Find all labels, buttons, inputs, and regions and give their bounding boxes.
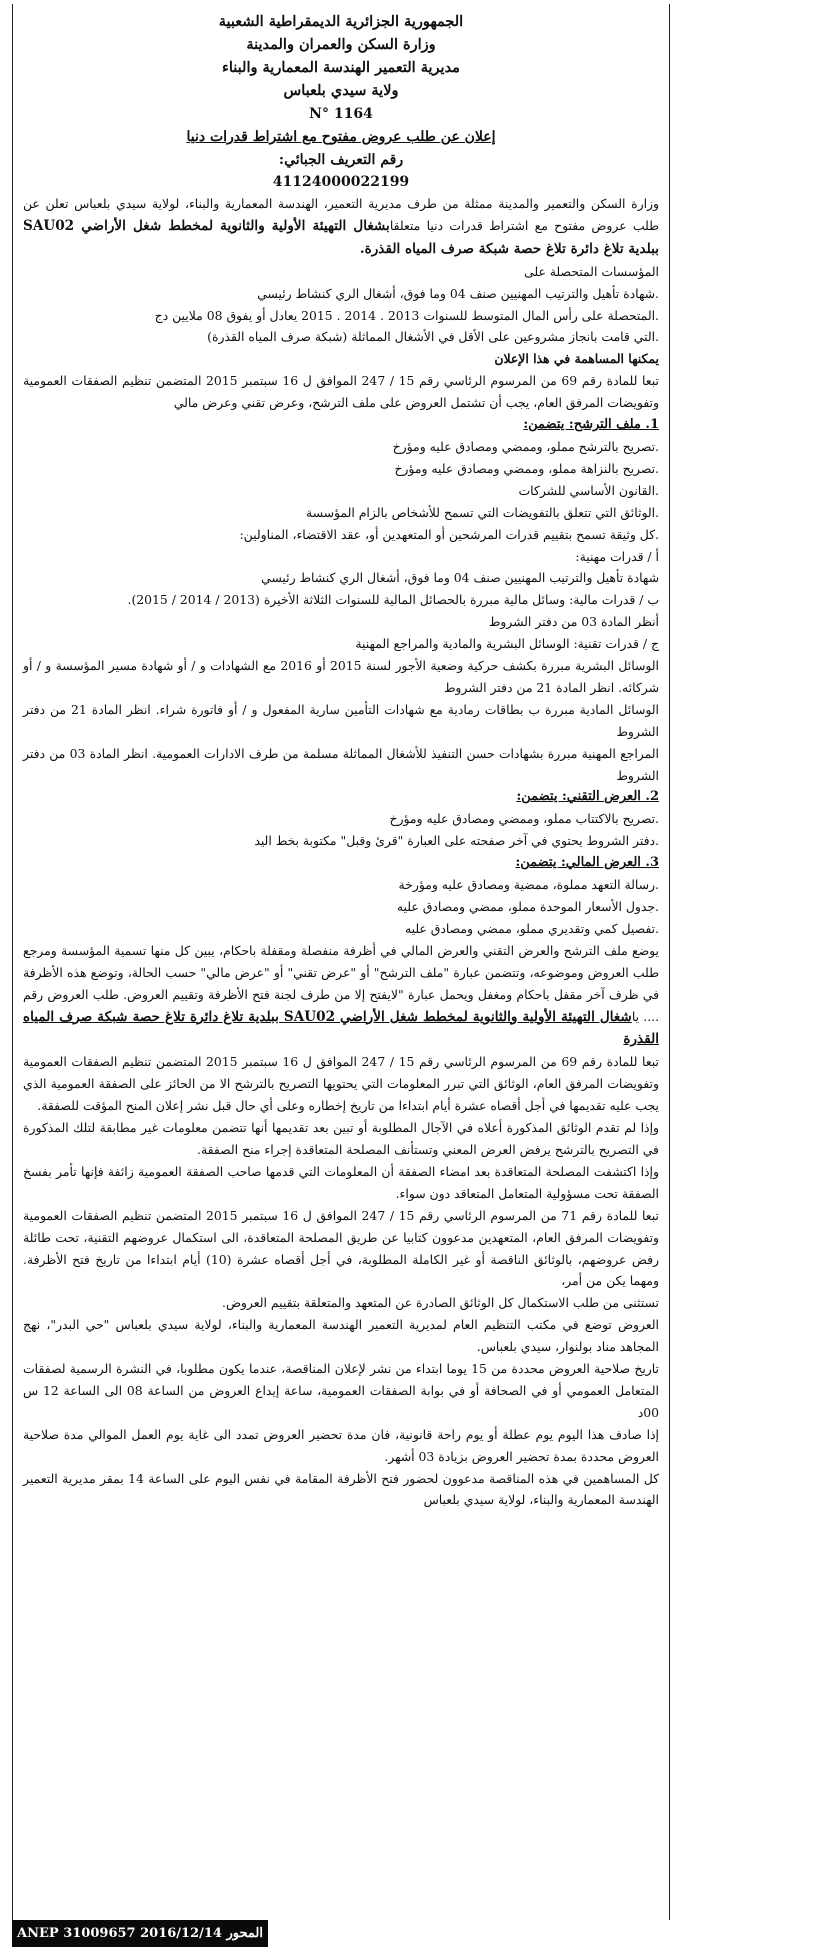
intro-paragraph (23, 193, 659, 261)
paragraphs-item: تستثنى من طلب الاستكمال كل الوثائق الصادرة عن المتعهد والمتعلقة بتقييم العروض. (222, 1295, 659, 1311)
section1-items-item: ب / قدرات مالية: وسائل مالية مبررة بالحصائل المالية للسنوات الثلاثة الأخيرة (2013 / 2014 / 2015). (127, 592, 659, 608)
fiscal-id-value: 41124000022199 (272, 174, 410, 190)
section1-items-item: .تصريح بالترشح مملو، وممضي ومصادق عليه ومؤرخ (392, 438, 659, 454)
eligible-item: .شهادة تأهيل والترتيب المهنيين صنف 04 وما فوق، أشغال الري كنشاط رئيسي (257, 285, 659, 301)
section2-list (23, 808, 659, 852)
paragraphs-item: إذا صادف هذا اليوم يوم عطلة أو يوم راحة قانونية، فان مدة تحضير العروض تمدد الى غاية يوم العمل الموالي مدة صلاحية العروض محددة بمدة تحضير العروض بزيادة 03 أشهر. (23, 1426, 659, 1464)
republic-header: الجمهورية الجزائرية الديمقراطية الشعبية (218, 13, 464, 30)
section3-items-item: .جدول الأسعار الموحدة مملو، ممضي ومصادق عليه (396, 899, 659, 914)
paragraphs-item: تبعا للمادة رقم 71 من المرسوم الرئاسي رقم 15 / 247 الموافق ل 16 سبتمبر 2015 المتضمن تنظيم الصفقات العمومية وتفويضات المرفق العام، المتعهدين مدعوون كتابيا عن طريق المصلحة المتعاقدة، الى استكمال عروضهم التقنية، تحت طائلة رفض عروضهم، بالوثائق الناقصة أو غير الكاملة المطلوبة، في أجل أقصاه عشرة (10) أيام ابتداءا من تاريخ فتح الأظرفة. ومهما يكن من أمر، (23, 1207, 659, 1289)
section1-items-item: المراجع المهنية مبررة بشهادات حسن التنفيذ للأشغال المماثلة مسلمة من طرف الادارات العمومية. انظر المادة 03 من دفتر الشروط (23, 745, 659, 783)
envelope-project-title: شغال التهيئة الأولية والثانوية لمخطط شغل الأراضي SAU02 ببلدية تلاغ دائرة تلاغ حصة شبكة صرف المياه القذرة (23, 1008, 659, 1048)
closing-paragraphs (23, 1051, 659, 1511)
envelope-paragraph (23, 940, 659, 1052)
ministry-header: وزارة السكن والعمران والمدينة (246, 36, 436, 53)
section2-items-item: .دفتر الشروط يحتوي في آخر صفحته على العبارة "قرئ وقبل" مكتوبة بخط اليد (254, 833, 659, 849)
section1-items-item: الوسائل المادية مبررة ب بطاقات رمادية مع شهادات التأمين سارية المفعول و / أو فاتورة شراء. انظر المادة 21 من دفتر الشروط (23, 701, 660, 739)
eligible-list (23, 283, 659, 349)
paragraphs-item: تبعا للمادة رقم 69 من المرسوم الرئاسي رقم 15 / 247 الموافق ل 16 سبتمبر 2015 المتضمن تنظيم الصفقات العمومية وتفويضات المرفق العام، الوثائق التي تبرر المعلومات التي يحتويها التصريح بالترشح الا من الحائز على الصفقة العمومية الذي يجب عليه تقديمها في أجل أقصاه عشرة أيام ابتداءا من تاريخ إخطاره وعلى أي حال قبل نشر إعلان المنح المؤقت للصفقة. (23, 1054, 659, 1114)
paragraphs-item: تاريخ صلاحية العروض محددة من 15 يوما ابتداء من نشر لإعلان المناقصة، عندما يكون مطلوبا، في النشرة الرسمية لصفقات المتعامل العمومي أو في الصحافة أو في بوابة الصفقات العمومية، ساعة إيداع العروض من الساعة 08 الى الساعة 12 س 00د (23, 1361, 659, 1420)
paragraphs-item: كل المساهمين في هذه المناقصة مدعوون لحضور فتح الأظرفة المقامة في نفس اليوم على الساعة 14 بمقر مديرية التعمير الهندسة المعمارية والبناء، لولاية سيدي بلعباس (23, 1470, 659, 1508)
section3-list (23, 874, 659, 940)
intro-text: وزارة السكن والتعمير والمدينة ممثلة من طرف مديرية التعمير، الهندسة المعمارية والبناء، لولاية سيدي بلعباس تعلن عن طلب عروض مفتوح مع اشتراط قدرات دنيا متعلقا (23, 196, 659, 233)
fiscal-id-block (23, 149, 659, 193)
fiscal-id-label: رقم التعريف الجبائي: (278, 152, 404, 168)
notice-title: إعلان عن طلب عروض مفتوح مع اشتراط قدرات دنيا (186, 129, 496, 145)
envelope-text: يوضع ملف الترشح والعرض التقني والعرض المالي في أظرفة منفصلة ومقفلة باحكام، يبين كل منها تسمية المؤسسة ومرجع طلب العروض وموضوعه، وتتضمن عبارة "ملف الترشح" أو "عرض تقني" أو "عرض مالي" حسب الحالة، وتوضع هذه الأظرفة في ظرف آخر مقفل باحكام ومغفل ويحمل عبارة "لايفتح إلا من طرف لجنة فتح الأظرفة وتقييم العروض. طلب العروض رقم .... يا (23, 942, 660, 1024)
eligible-footer: يمكنها المساهمة في هذا الإعلان (494, 351, 659, 367)
eligible-item: .التي قامت بانجاز مشروعين على الأقل في الأشغال المماثلة (شبكة صرف المياه القذرة) (207, 329, 659, 345)
section1-list (23, 436, 659, 787)
eligible-item: .المتحصلة على رأس المال المتوسط للسنوات 2013 . 2014 . 2015 يعادل أو يفوق 08 ملايين دج (154, 307, 659, 323)
paragraphs-item: العروض توضع في مكتب التنظيم العام لمديرية التعمير الهندسة المعمارية والبناء، لولاية سيدي بلعباس "حي البدر"، نهج المجاهد مناد بولنوار، سيدي بلعباس. (23, 1317, 659, 1355)
section1-items-item: .القانون الأساسي للشركات (518, 482, 659, 498)
paragraphs-item: وإذا لم تقدم الوثائق المذكورة أعلاه في الآجال المطلوبة أو تبين بعد تقديمها أنها تتضمن معلومات غير مطابقة لتلك المذكورة في التصريح بالترشح يرفض العرض المعني وتستأنف المصلحة المتعاقدة إجراء منح الصفقة. (23, 1120, 659, 1157)
section1-items-item: .الوثائق التي تتعلق بالتفويضات التي تسمح للأشخاص بالزام المؤسسة (305, 504, 659, 520)
directorate-header: مديرية التعمير الهندسة المعمارية والبناء (222, 59, 460, 76)
section1-title: 1. ملف الترشح: يتضمن: (523, 417, 659, 433)
section1-items-item: .كل وثيقة تسمح بتقييم قدرات المرشحين أو المتعهدين أو، عقد الاقتضاء، المناولين: (239, 526, 659, 542)
section1-items-item: ج / قدرات تقنية: الوسائل البشرية والمادية والمراجع المهنية (355, 636, 659, 652)
section1-items-item: شهادة تأهيل والترتيب المهنيين صنف 04 وما فوق، أشغال الري كنشاط رئيسي (261, 570, 659, 586)
section3-title: 3. العرض المالي: يتضمن: (515, 855, 659, 871)
paragraphs-item: وإذا اكتشفت المصلحة المتعاقدة بعد امضاء الصفقة أن المعلومات التي قدمها صاحب الصفقة العمومية زائفة فإنها تأمر بفسخ الصفقة تحت مسؤولية المتعامل المتعاقد دون سواء. (23, 1163, 659, 1201)
section2-items-item: .تصريح بالاكتتاب مملو، وممضي ومصادق عليه ومؤرخ (389, 811, 659, 827)
section1-items-item: .تصريح بالنزاهة مملو، وممضي ومصادق عليه ومؤرخ (394, 460, 659, 476)
intro-project-title: بشغال التهيئة الأولية والثانوية لمخطط شغل الأراضي SAU02 ببلدية تلاغ دائرة تلاغ حصة شبكة صرف المياه القذرة. (23, 217, 659, 257)
eligible-heading: المؤسسات المتحصلة على (524, 263, 659, 279)
anep-footer-stamp: ANEP 31009657 المحور 2016/12/14 (12, 1920, 268, 1947)
section1-items-item: أنظر المادة 03 من دفتر الشروط (488, 614, 659, 630)
section1-items-item: أ / قدرات مهنية: (575, 548, 659, 564)
section1-items-item: الوسائل البشرية مبررة بكشف حركية وضعية الأجور لسنة 2015 أو 2016 مع الشهادات و / أو شهادة مسير المؤسسة و / أو شركائه. انظر المادة 21 من دفتر الشروط (23, 658, 659, 695)
section2-title: 2. العرض التقني: يتضمن: (516, 789, 659, 805)
section3-items-item: .تفصيل كمي وتقديري مملو، ممضي ومصادق عليه (404, 920, 659, 936)
tender-notice-document (12, 4, 670, 1920)
decree-paragraph: تبعا للمادة رقم 69 من المرسوم الرئاسي رقم 15 / 247 الموافق ل 16 سبتمبر 2015 المتضمن تنظيم الصفقات العمومية وتفويضات المرفق العام، يجب أن تشتمل العروض على ملف الترشح، وعرض تقني وعرض مالي (23, 373, 659, 411)
wilaya-header: ولاية سيدي بلعباس (283, 82, 399, 99)
section3-items-item: .رسالة التعهد مملوة، ممضية ومصادق عليه ومؤرخة (398, 877, 659, 893)
notice-number: N° 1164 (309, 106, 373, 122)
